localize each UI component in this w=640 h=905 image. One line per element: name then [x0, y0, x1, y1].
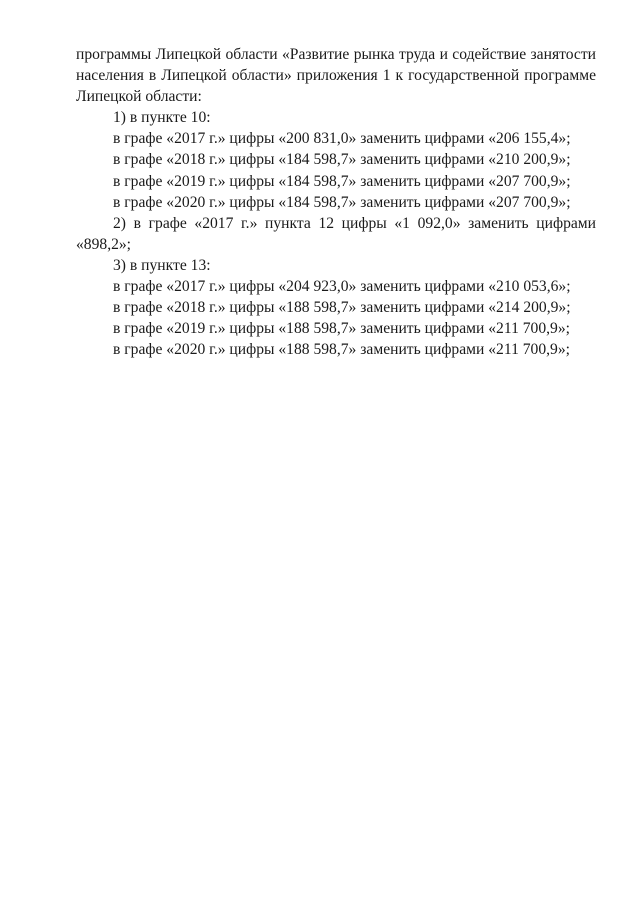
item-2-paragraph: 2) в графе «2017 г.» пункта 12 цифры «1 092,0» заменить цифрами «898,2»; — [76, 214, 596, 253]
item-1-line-2019: в графе «2019 г.» цифры «184 598,7» заменить цифрами «207 700,9»; — [113, 172, 571, 190]
item-3-heading: 3) в пункте 13: — [113, 256, 211, 274]
item-1-line-2017: в графе «2017 г.» цифры «200 831,0» заменить цифрами «206 155,4»; — [113, 130, 571, 148]
item-3-line-2019: в графе «2019 г.» цифры «188 598,7» заменить цифрами «211 700,9»; — [113, 320, 570, 338]
item-3-line-2018: в графе «2018 г.» цифры «188 598,7» заменить цифрами «214 200,9»; — [113, 299, 571, 317]
item-1-heading: 1) в пункте 10: — [113, 109, 211, 127]
item-1-line-2020: в графе «2020 г.» цифры «184 598,7» заменить цифрами «207 700,9»; — [113, 193, 571, 211]
item-3-line-2017: в графе «2017 г.» цифры «204 923,0» заменить цифрами «210 053,6»; — [113, 278, 571, 296]
intro-paragraph: программы Липецкой области «Развитие рынка труда и содействие занятости населения в Липецкой области» приложения 1 к государственной программе Липецкой области: — [76, 46, 596, 106]
item-1-line-2018: в графе «2018 г.» цифры «184 598,7» заменить цифрами «210 200,9»; — [113, 151, 571, 169]
document-body — [76, 44, 596, 360]
item-3-line-2020: в графе «2020 г.» цифры «188 598,7» заменить цифрами «211 700,9»; — [113, 341, 570, 359]
